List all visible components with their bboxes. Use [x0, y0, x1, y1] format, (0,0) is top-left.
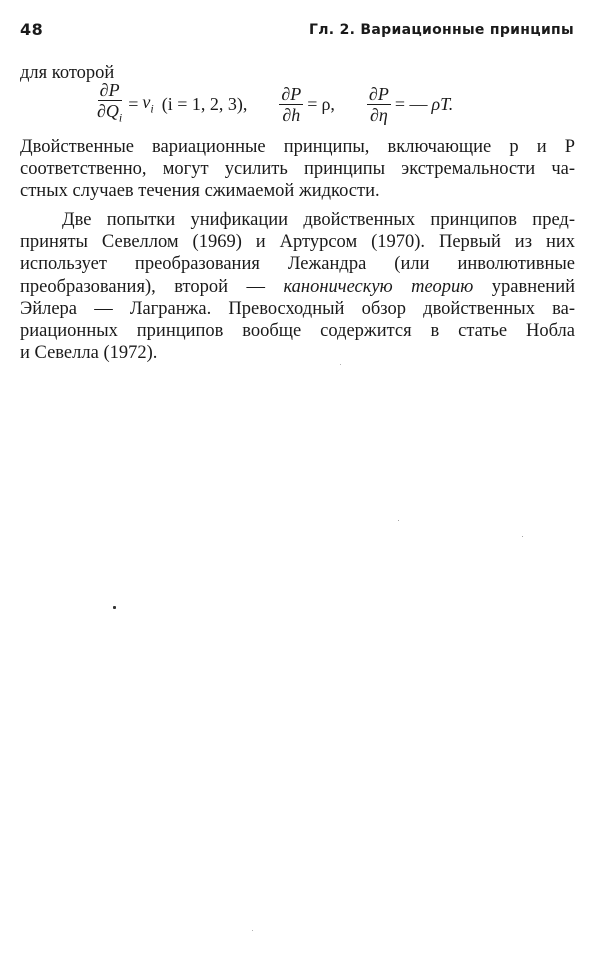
paragraph1-line3: стных случаев течения сжимаемой жидкости. [20, 181, 380, 201]
running-head: Гл. 2. Вариационные принципы [309, 22, 574, 38]
scan-speck [398, 520, 399, 521]
intro-line: для которой [20, 63, 115, 83]
fraction-dP-dh: $\frac{\partial P}{\partial h}$ [281, 83, 302, 125]
index-condition: (i = 1, 2, 3), [161, 93, 248, 114]
rhs-rhoT: ρT. [431, 93, 454, 114]
paragraph2-line6: риационных принципов вообще содержится в статье Нобла [20, 321, 575, 341]
fraction-dP-dQi: $\frac{\partial P}{\partial Q_i}$ [97, 80, 123, 125]
paragraph2-line7: и Севелла (1972). [20, 343, 158, 363]
paragraph2-line2: приняты Севеллом (1969) и Артурсом (1970). Первый из них [20, 232, 575, 252]
fraction-dP-deta: $\frac{\partial P}{\partial\eta}$ [368, 83, 389, 125]
rhs-v: $v_i$ [142, 91, 154, 116]
italic-term: каноническую теорию [283, 277, 474, 297]
scan-speck [252, 930, 253, 931]
paragraph1-line1: Двойственные вариационные принципы, включающие p и P [20, 137, 575, 157]
page-number: 48 [20, 20, 44, 39]
paragraph1-line2: соответственно, могут усилить принципы экстремальности ча- [20, 159, 575, 179]
paragraph2-line5: Эйлера — Лагранжа. Превосходный обзор двойственных ва- [20, 299, 575, 319]
paragraph2-line3: использует преобразования Лежандра (или инволютивные [20, 254, 575, 274]
paragraph2-line1: Две попытки унификации двойственных принципов пред- [62, 210, 575, 230]
formula: $\frac{\partial P}{\partial Q_i}$ = $v_i$ (i = 1, 2, 3), $\frac{\partial P}{\partial h}$ = ρ, $\frac{\partial P}{\partial\eta}$ = — ρT. [97, 80, 454, 125]
rhs-rho: ρ, [321, 93, 335, 114]
scan-speck [113, 606, 116, 609]
paragraph2-line4: преобразования), второй — каноническую теорию уравнений [20, 277, 576, 297]
scan-speck [522, 536, 523, 537]
scan-speck [340, 364, 341, 365]
